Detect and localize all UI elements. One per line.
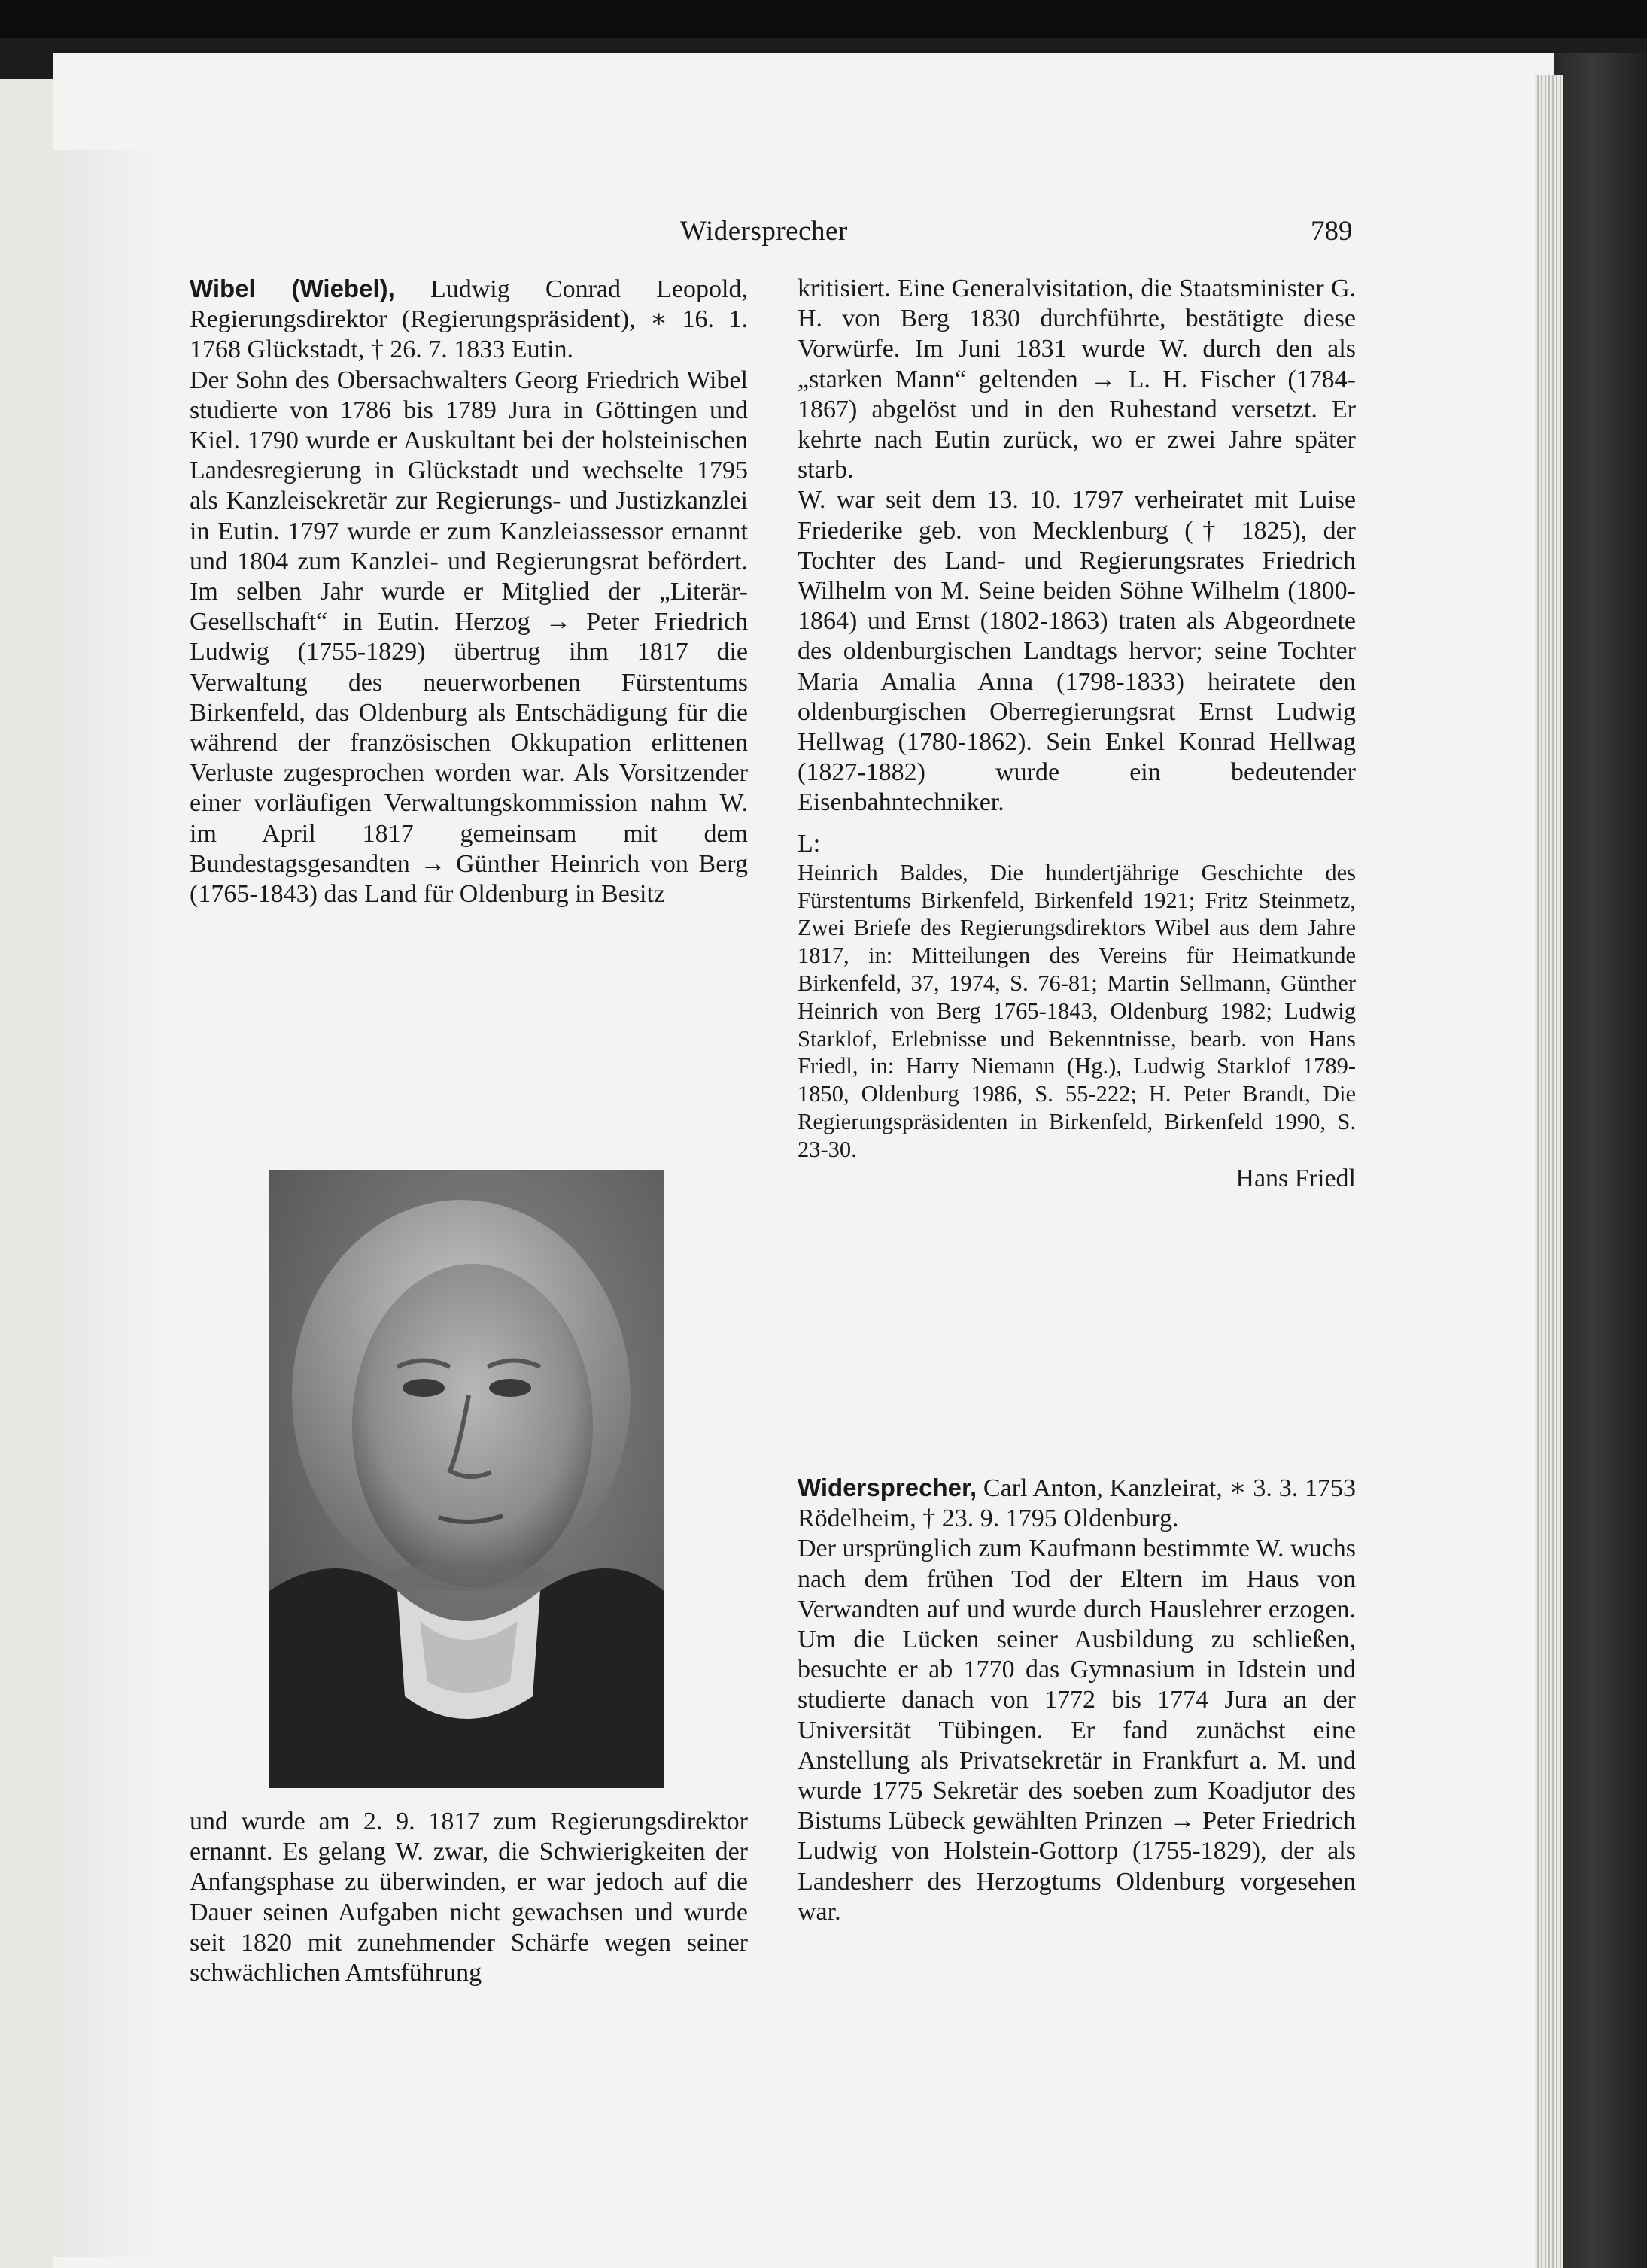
book-board-edge xyxy=(1550,53,1647,2268)
left-column-top xyxy=(190,274,748,909)
widersprecher-intro-text: Carl Anton, Kanzleirat, ∗ 3. 3. 1753 Rödelheim, † 23. 9. 1795 Oldenburg. xyxy=(798,1474,1356,1533)
entry-widersprecher-intro xyxy=(798,1473,1356,1534)
wibel-paragraph-1-end: kritisiert. Eine Generalvisitation, die Staatsminister G. H. von Berg 1830 durchführte, bestätigte diese Vorwürfe. Im Juni 1831 wurde W. durch den als „starken Mann“ geltenden → L. H. Fischer (1784-1867) abgelöst und in den Ruhestand versetzt. Er kehrte nach Eutin zurück, wo er zwei Jahre später starb. xyxy=(798,275,1356,484)
widersprecher-paragraph-1: Der ursprünglich zum Kaufmann bestimmte W. wuchs nach dem frühen Tod der Eltern im Haus von Verwandten auf und wurde durch Hauslehrer erzogen. Um die Lücken seiner Ausbildung zu schließen, besuchte er ab 1770 das Gymnasium in Idstein und studierte danach von 1772 bis 1774 Jura an der Universität Tübingen. Er fand zunächst eine Anstellung als Privatsekretär in Frankfurt a. M. und wurde 1775 Sekretär des soeben zum Koadjutor des Bistums Lübeck gewählten Prinzen → Peter Friedrich Ludwig von Holstein-Gottorp (1755-1829), der als Landesherr des Herzogtums Oldenburg vorgesehen war. xyxy=(798,1535,1356,1926)
wibel-paragraph-2: W. war seit dem 13. 10. 1797 verheiratet mit Luise Friederike geb. von Mecklenburg († 1825), der Tochter des Land- und Regierungsrates Friedrich Wilhelm von M. Seine beiden Söhne Wilhelm (1800-1864) und Ernst (1802-1863) traten als Abgeordnete des oldenburgischen Landtags hervor; seine Tochter Maria Amalia Anna (1798-1833) heiratete den oldenburgischen Oberregierungsrat Ernst Ludwig Hellwag (1780-1862). Sein Enkel Konrad Hellwag (1827-1882) wurde ein bedeutender Eisenbahntechniker. xyxy=(798,486,1356,817)
left-column-bottom xyxy=(190,1807,748,1988)
right-column-top xyxy=(798,274,1356,1194)
literature-list: Heinrich Baldes, Die hundertjährige Geschichte des Fürstentums Birkenfeld, Birkenfeld 1921; Fritz Steinmetz, Zwei Briefe des Regierungsdirektors Wibel aus dem Jahre 1817, in: Mitteilungen des Vereins für Heimatkunde Birkenfeld, 37, 1974, S. 76-81; Martin Sellmann, Günther Heinrich von Berg 1765-1843, Oldenburg 1982; Ludwig Starklof, Erlebnisse und Bekenntnisse, bearb. von Hans Friedl, in: Harry Niemann (Hg.), Ludwig Starklof 1789-1850, Oldenburg 1986, S. 55-222; H. Peter Brandt, Die Regierungspräsidenten in Birkenfeld, Birkenfeld 1990, S. 23-30. xyxy=(798,859,1356,1162)
page-number: 789 xyxy=(1311,216,1353,247)
headword-widersprecher: Widersprecher, xyxy=(798,1474,977,1501)
page-stack-edge xyxy=(1535,75,1563,2268)
literature-label: L: xyxy=(798,829,821,858)
wibel-paragraph-1-continued: und wurde am 2. 9. 1817 zum Regierungsdirektor ernannt. Es gelang W. zwar, die Schwierigkeiten der Anfangsphase zu überwinden, er war jedoch auf die Dauer seinen Aufgaben nicht gewachsen und wurde seit 1820 mit zunehmender Schärfe wegen seiner schwächlichen Amtsführung xyxy=(190,1808,748,1987)
running-title: Widersprecher xyxy=(680,216,848,247)
right-column-bottom xyxy=(798,1473,1356,1927)
facing-page-edge xyxy=(0,79,53,2268)
wibel-paragraph-1: Der Sohn des Obersachwalters Georg Friedrich Wibel studierte von 1786 bis 1789 Jura in Göttingen und Kiel. 1790 wurde er Auskultant bei der holsteinischen Landesregierung in Glückstadt und wechselte 1795 als Kanzleisekretär zur Regierungs- und Justizkanzlei in Eutin. 1797 wurde er zum Kanzleiassessor ernannt und 1804 zum Kanzlei- und Regierungsrat befördert. Im selben Jahr wurde er Mitglied der „Literär-Gesellschaft“ in Eutin. Herzog → Peter Friedrich Ludwig (1755-1829) übertrug ihm 1817 die Verwaltung des neuerworbenen Fürstentums Birkenfeld, das Oldenburg als Entschädigung für die während der französischen Okkupation erlittenen Verluste zugesprochen worden war. Als Vorsitzender einer vorläufigen Verwaltungskommission nahm W. im April 1817 gemeinsam mit dem Bundestagsgesandten → Günther Heinrich von Berg (1765-1843) das Land für Oldenburg in Besitz xyxy=(190,366,748,909)
entry-wibel-intro xyxy=(190,274,748,366)
headword-wibel: Wibel (Wiebel), xyxy=(190,275,395,302)
portrait-photo-icon xyxy=(269,1170,664,1788)
author-signature: Hans Friedl xyxy=(1235,1164,1356,1192)
gutter-shadow xyxy=(53,150,166,2257)
wibel-intro-text: Ludwig Conrad Leopold, Regierungsdirektor (Regierungspräsident), ∗ 16. 1. 1768 Glückstadt, † 26. 7. 1833 Eutin. xyxy=(190,275,748,364)
portrait-image xyxy=(269,1170,664,1788)
